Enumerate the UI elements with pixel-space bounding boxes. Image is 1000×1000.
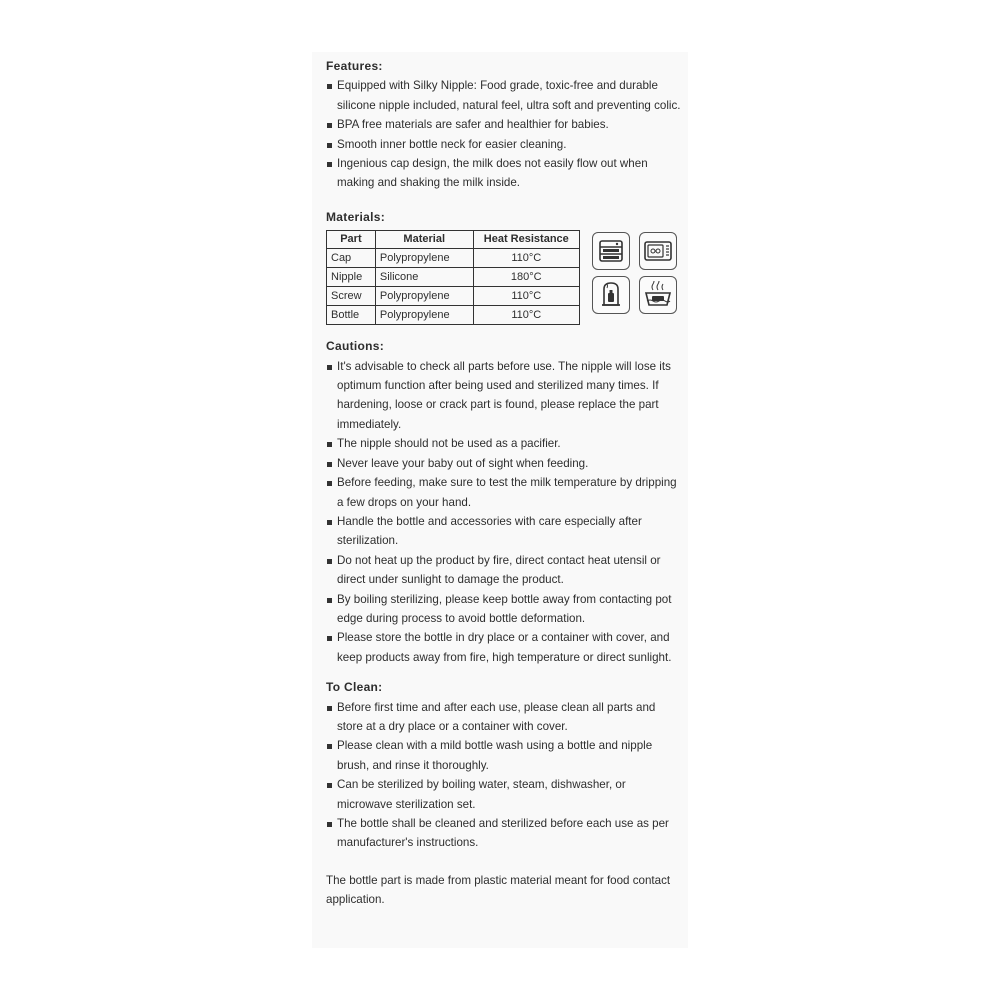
heat-cell: 110°C: [473, 287, 579, 306]
part-cell: Cap: [327, 249, 376, 268]
materials-heading: Materials:: [326, 209, 386, 224]
material-cell: Polypropylene: [375, 249, 473, 268]
cautions-item: Before feeding, make sure to test the milk temperature by dripping a few drops on your hand.: [326, 473, 681, 512]
part-cell: Screw: [327, 287, 376, 306]
features-heading: Features:: [326, 59, 383, 73]
cautions-item: Never leave your baby out of sight when feeding.: [326, 454, 681, 473]
cautions-item: Please store the bottle in dry place or a container with cover, and keep products away from fire, high temperature or direct sunlight.: [326, 628, 681, 667]
dishwasher-icon: [592, 232, 630, 270]
cautions-item: Handle the bottle and accessories with care especially after sterilization.: [326, 512, 681, 551]
heat-cell: 110°C: [473, 306, 579, 325]
table-row: [327, 268, 580, 287]
clean-item: Can be sterilized by boiling water, steam, dishwasher, or microwave sterilization set.: [326, 775, 681, 814]
cautions-heading: Cautions:: [326, 339, 385, 354]
materials-row: [326, 230, 681, 325]
clean-section: [326, 678, 681, 853]
table-row: [327, 249, 580, 268]
material-cell: Silicone: [375, 268, 473, 287]
part-cell: Nipple: [327, 268, 376, 287]
cautions-item: Do not heat up the product by fire, direct contact heat utensil or direct under sunlight to damage the product.: [326, 551, 681, 590]
microwave-icon: [639, 232, 677, 270]
features-section: [326, 57, 681, 193]
column-header: Heat Resistance: [473, 231, 579, 249]
materials-table: [326, 230, 580, 325]
column-header: Part: [327, 231, 376, 249]
cautions-section: [326, 337, 681, 667]
clean-item: Please clean with a mild bottle wash using a bottle and nipple brush, and rinse it thoroughly.: [326, 736, 681, 775]
part-cell: Bottle: [327, 306, 376, 325]
heat-cell: 110°C: [473, 249, 579, 268]
features-item: Equipped with Silky Nipple: Food grade, toxic-free and durable silicone nipple included, natural feel, ultra soft and preventing colic.: [326, 76, 681, 115]
clean-item: Before first time and after each use, please clean all parts and store at a dry place or a container with cover.: [326, 698, 681, 737]
cautions-list: [326, 357, 681, 668]
table-row: [327, 287, 580, 306]
features-item: Ingenious cap design, the milk does not easily flow out when making and shaking the milk inside.: [326, 154, 681, 193]
sterilization-icons: [592, 232, 679, 314]
material-cell: Polypropylene: [375, 287, 473, 306]
materials-section: [326, 208, 681, 325]
cautions-item: It's advisable to check all parts before use. The nipple will lose its optimum function after being used and sterilized many times. If hardening, loose or crack part is found, please replace the part immediately.: [326, 357, 681, 435]
material-cell: Polypropylene: [375, 306, 473, 325]
cautions-item: By boiling sterilizing, please keep bottle away from contacting pot edge during process to avoid bottle deformation.: [326, 590, 681, 629]
table-row: [327, 306, 580, 325]
steam-sterilizer-icon: [592, 276, 630, 314]
materials-header-row: [327, 231, 580, 249]
heat-cell: 180°C: [473, 268, 579, 287]
leaflet-content: [326, 57, 681, 921]
clean-list: [326, 698, 681, 853]
features-list: [326, 76, 681, 192]
instruction-leaflet: [312, 52, 688, 948]
clean-heading: To Clean:: [326, 680, 383, 695]
boiling-pot-icon: [639, 276, 677, 314]
cautions-item: The nipple should not be used as a pacifier.: [326, 434, 681, 453]
column-header: Material: [375, 231, 473, 249]
features-item: Smooth inner bottle neck for easier cleaning.: [326, 135, 681, 154]
features-item: BPA free materials are safer and healthier for babies.: [326, 115, 681, 134]
footer-note: The bottle part is made from plastic material meant for food contact application.: [326, 873, 671, 907]
clean-item: The bottle shall be cleaned and sterilized before each use as per manufacturer's instructions.: [326, 814, 681, 853]
